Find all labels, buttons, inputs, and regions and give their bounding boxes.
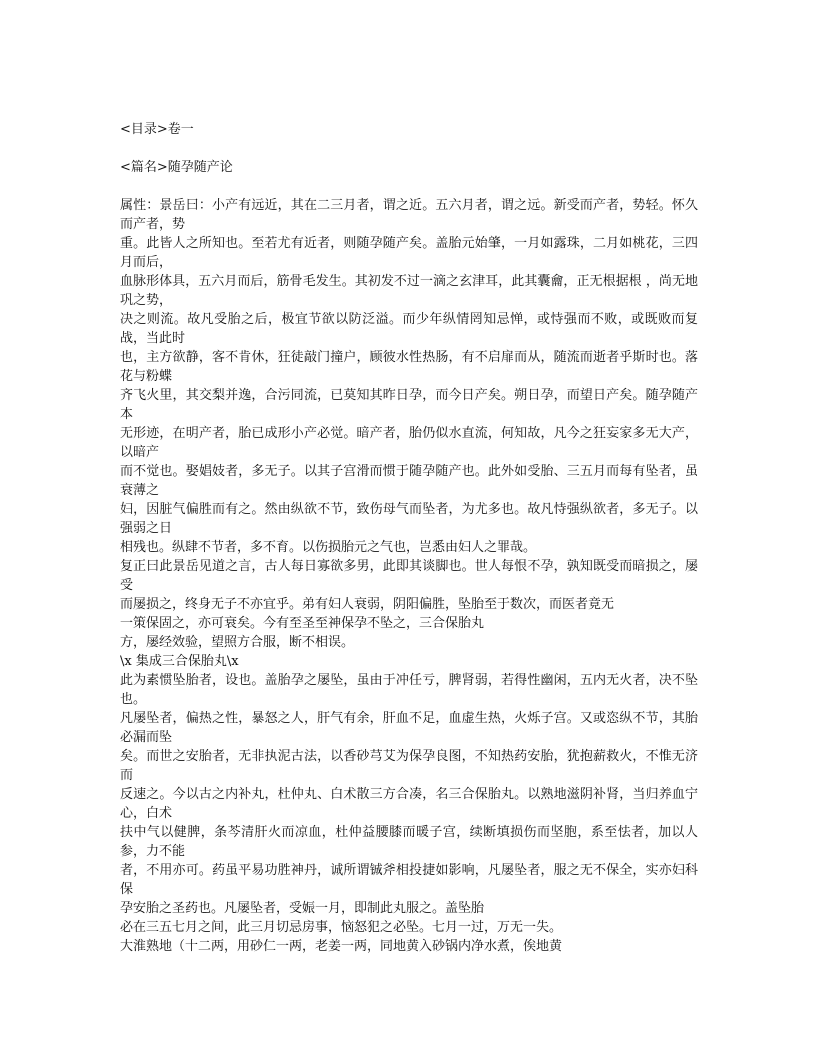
text-line: 方，屡经效验，望照方合服，断不相误。 [120,635,355,650]
text-line: 重。此皆人之所知也。至若尤有近者，则随孕随产矣。盖胎元始肇，一月如露珠，二月如桃花，三四月而后， [120,236,698,270]
text-line: 一策保固之，亦可衰矣。今有至圣至神保孕不坠之，三合保胎丸 [120,616,485,631]
text-line: 而不觉也。娶娼妓者，多无子。以其子宫滑而惯于随孕随产也。此外如受胎、三五月而每有坠者，虽衰薄之 [120,464,698,498]
text-line: 属性：景岳曰：小产有远近，其在二三月者，谓之近。五六月者，谓之远。新受而产者，势轻。怀久而产者，势 [120,198,698,232]
text-line: 扶中气以健脾，条芩清肝火而凉血，杜仲益腰膝而暖子宫，续断填损伤而坚胞，系至怯者，加以人参，力不能 [120,825,698,859]
text-line: 复正曰此景岳见道之言，古人每日寡欲多男，此即其谈脚也。世人每恨不孕，孰知既受而暗损之，屡受 [120,559,698,593]
body-text [120,196,698,956]
text-line: 反速之。今以古之内补丸，杜仲丸、白术散三方合凑，名三合保胎丸。以熟地滋阴补肾，当归养血宁心，白术 [120,787,698,821]
text-line: 大淮熟地（十二两，用砂仁一两，老姜一两，同地黄入砂锅内净水煮，俟地黄 [120,939,563,954]
text-line: 相残也。纵肆不节者，多不育。以伤损胎元之气也，岂悉由妇人之罪哉。 [120,540,537,555]
text-line: 无形迹，在明产者，胎已成形小产必觉。暗产者，胎仍似水直流，何知故，凡今之狂妄家多无大产，以暗产 [120,426,698,460]
text-line: 齐飞火里，其交梨并逸，合污同流，已莫知其昨日孕，而今日产矣。朔日孕，而望日产矣。随孕随产本 [120,388,698,422]
text-line: 也，主方欲静，客不肯休，狂徒敲门撞户，顾彼水性热肠，有不启扉而从，随流而逝者乎斯时也。落花与粉蝶 [120,350,698,384]
text-line: 矣。而世之安胎者，无非执泥古法，以香砂芎艾为保孕良图，不知热药安胎，犹抱薪救火，不惟无济而 [120,749,698,783]
formula-title: \x 集成三合保胎丸\x [120,654,239,669]
text-line: 必在三五七月之间，此三月切忌房事，恼怒犯之必坠。七月一过，万无一失。 [120,920,563,935]
text-line: 而屡损之，终身无子不亦宜乎。弟有妇人衰弱，阴阳偏胜，坠胎至于数次，而医者竟无 [120,597,615,612]
text-line: 决之则流。故凡受胎之后，极宜节欲以防泛溢。而少年纵情罔知忌惮，或恃强而不败，或既败而复战，当此时 [120,312,698,346]
text-line: 孕安胎之圣药也。凡屡坠者，受娠一月，即制此丸服之。盖坠胎 [120,901,485,916]
text-line: 凡屡坠者，偏热之性，暴怒之人，肝气有余，肝血不足，血虚生热，火烁子宫。又或恣纵不节，其胎必漏而坠 [120,711,698,745]
catalog-heading: <目录>卷一 [120,122,194,137]
text-line: 此为素惯坠胎者，设也。盖胎孕之屡坠，虽由于冲任亏，脾肾弱，若得性幽闲，五内无火者，决不坠也。 [120,673,698,707]
text-line: 妇，因脏气偏胜而有之。然由纵欲不节，致伤母气而坠者，为尤多也。故凡恃强纵欲者，多无子。以强弱之日 [120,502,698,536]
document-page [120,120,698,956]
text-line: 者，不用亦可。药虽平易功胜神丹，诚所谓铖斧相投捷如影响，凡屡坠者，服之无不保全，实亦妇科保 [120,863,698,897]
chapter-title: <篇名>随孕随产论 [120,160,233,175]
text-line: 血脉形体具，五六月而后，筋骨毛发生。其初发不过一滴之玄津耳，此其囊龠，正无根据根 ，尚无地巩之势， [120,274,698,308]
